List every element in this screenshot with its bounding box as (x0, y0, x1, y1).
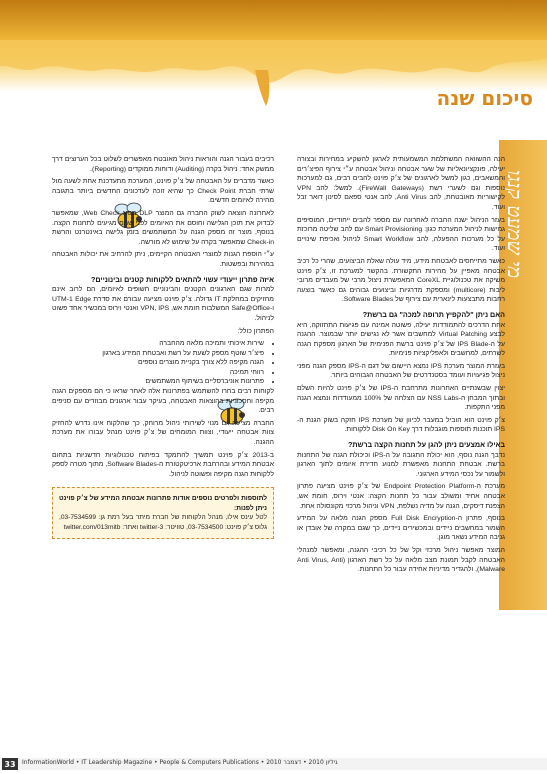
list-item: • פתרונות אוניברסליים בשיתוף המשתמשים (52, 377, 264, 387)
list-item: • פיצ׳ר שוטף מספק לשעת על רשת ואבטחת המידע בארגון (52, 349, 264, 359)
paragraph: כאשר מדברים על האבטחה של צ׳ק פוינט, המערכת מתעדכנת אחת לשעה מול שרתי חברת Check Point כך שהיא זוכה לעדכונים החדשים ביותר בתגובה מהירה לאיומים חדשים. (52, 178, 275, 205)
paragraph: ע״י הוספת הגנות למוצרי האבטחה הקיימים, ניתן להרחיב את יכולות האבטחה במהירות ובפשטות. (52, 251, 274, 268)
footer-text: InformationWorld • IT Leadership Magazine • People & Computers Publications • גיליון 2010 • דצמבר 2010 (22, 759, 338, 766)
article-column-right (297, 155, 505, 735)
contact-box-body: לטל עינס אילו, מנהל הלקוחות של חברת מיתר בעל רמת גן: 03-7534599, גלוס צ׳ק פוינט: 03-7534500, טוויטר: twitter-3 ואתר: twitter.com/013mitb (59, 514, 267, 531)
paragraph: יצוין שבשנתיים האחרונות מתרחבת ה-IPS של צ׳ק פוינט להיות השלם ובתוך המבחן ה-NSS Labs עם הצלחה של 100% ממעודדות ונמצא הגנה מפני התקפות. (297, 385, 506, 412)
list-intro: הפתרון כולל: (237, 327, 274, 335)
paragraph: כאשר מתייחסים לאבטחת מידע, מיד עולה שאלת הביצועים, שהרי כל רכיב אבטחה מאפיין על מהירות התקשורת. בהקשר למערכת זו, צ׳ק פוינט משיקה את טכנולוגיית CoreXL המאפשרת ניצול מרבי של מעבדים מרובי ליבות (multicore) ומספקת מדרגיות וביצועים גבוהים גם כאשר בוצעה רחבות מתבצעות לינארית עם צירוף של Software Blades. (297, 257, 505, 304)
paragraph: המוצר מאפשר ניהול מרכזי וקל של כל רכיבי ההגנה, ומאפשר למנהלי האבטחה לקבל תמונת מצב מלאה על כל רשת הארגון (Anti Virus, Anti Malware), ולהגדיר מדיניות אחידה עבור כל התחנות. (297, 546, 505, 574)
paragraph: החברה מציעה גם מנוי לשירותי ניהול מרוחק, כך שהלקוח אינו נדרש להחזיק צוות אבטחה ייעודי, וצוות המומחים של צ׳ק פוינט מנהל עבורו את מערכת ההגנה. (52, 419, 274, 447)
paragraph: ב-2013 צ׳ק פוינט תמשיך להתמקד בפיתוח טכנולוגיות חדשניות בתחום אבטחת המידע ובהרחבת ארכיטקטורת ה-Software Blades, מתוך מטרה לספק ללקוחות הגנה מקיפה ופשוטה לניהול. (52, 451, 275, 478)
sidebar-title (501, 170, 533, 590)
article-column-left (52, 155, 274, 735)
section-heading: איזה פתרון ייעודי עשוי להתאים ללקוחות קטנים ובינוניים? (91, 274, 274, 284)
bullet-list (52, 339, 274, 387)
paragraph: לאחרונה הוצאה לשוק החברה גם המוצר DLP מסוג Web Check, שמאפשר לבדוק את תוכן הגלישה וחוסם את האיומים לפני שהם מגיעים לתחנות הקצה. בנוסף, מוצר זה מספק הגנה על המשתמשים בזמן גלישה באינטרנט והרשת Check-in שמאפשר בקרה על שימוש לא מורשה. (52, 209, 274, 246)
section-heading: האם ניתן "להקפיץ תרופה למכה" גם ברשת? (362, 309, 505, 319)
paragraph: אחת הדרכים להתמודדות יעילה, פשוטה אמינה עם פגיעות התחזוקה, היא לבצע Virtual Patching למחשבים אשר לא נגישים יותר שבמוצר. ההגנה על ה-IPS Blade של צ׳ק פוינט ברשת הפנימית של הארגון מספקת הגנה לשרתים, למחשבים ולאפליקציות פנימיות. (297, 321, 505, 358)
sidebar-title-text: מי שמעט קנגו (503, 170, 527, 279)
list-item: • שירות איכותי ותמיכה מלאה מהחברה (52, 339, 264, 349)
paragraph: צ׳ק פוינט הוא הוביל במעבר לכיוון של מערכת IPS חזקה בשוק הגנת ה-IPS תוכנות תוספות מוגבלות דרך Disk On Key ללקוחות. (297, 416, 505, 434)
list-item: • רווחי תמיכה (52, 368, 264, 378)
contact-box-title: לתוספות ולפרטים נוספים אודות פתרונות אבטחת המידע של צ׳ק פוינט ניתן לפנות: (59, 495, 267, 512)
paragraph: מערכת ה-Endpoint Protection Platform של צ׳ק פוינט מציעה פתרון אבטחה אחיד ומשולב עבור כל תחנות הקצה: אנטי וירוס, חומת אש, הצפנת דיסקים, הגנה על מדיה נשלפת, VPN וניהול מרכזי מקונסולה אחת. (297, 483, 505, 510)
section-heading: באילו אמצעים ניתן להגן על תחנות הקצה ברשת? (348, 440, 505, 450)
paragraph: נדבך הגנה נוסף, הוא יכולת התגובה על ה-IPS וכיכולת הגנה של התחנות ברשת. אבטחת התחנות מאפשרת למנוע חדירת איומים לתוך הארגון ולשמור על נכסי המידע הארגוני. (297, 451, 505, 478)
paragraph: לקוחות רבים בחרו להשתמש בפתרונות אלה לאחר שראו כי הם מספקים הגנה מקיפה וחסכוניות בהוצאות האבטחה, בעיקר עבור ארגונים מבוזרים עם סניפים רבים. (52, 388, 274, 415)
paragraph: בעזר הניהול ישנה החברה לאחרונה עם מספר להבים ייחודיים, המוסיפים גמישות לניהול המערכת כגון: Smart Provisioning עם להב שליטה מרוכזת על כל מערכות ההפעלה, להב Smart Workflow לניהול ואכיפת שינויים ועוד. (297, 216, 506, 253)
paragraph: רכיבים בעבור הגנה והוראות ניהול מאובטח מאפשרים לשלוט בכל הערוצים דרך ממשק אחד: ניהול בקרה (Auditing) ודוחות ממוקדים (Reporting). (52, 156, 274, 173)
contact-box (52, 487, 274, 539)
list-item: • הגנה מקיפה ללא צורך בקניית מוצרים נוספים (52, 358, 264, 368)
paragraph: למרות שגם הארגונים הקטנים והבינוניים חשופים לאיומים, הם לרוב אינם מחזיקים במחלקת IT גדולה. צ׳ק פוינט מציעה עבורם את סדרת UTM-1 Edge ו-Safe@Office המשלבות חומת אש, VPN, IPS ואנטי וירוס במכשיר אחד פשוט לניהול. (52, 286, 274, 322)
page-title: סיכום שנה (436, 86, 533, 110)
page-number: 33 (2, 758, 18, 770)
paragraph: הנה ההשוואה המשתלמת המשמעותית לארגון להשקיע במחירות ובצורה יעילה, פונקציונאליות של שער אבטחה וניהול אבטחה ע״י צירוף הפיצ׳רים והמשאבים, כגון למשל לארגונים של צ׳ק פוינט להבים רבים, גם למערכות נוספות וגם לשערי רשת (FireWall Gateways). למשל: להב VPN לקישוריות מאובטחת, להב Anti Virus, להב אנטי ספאם לסינון דואר זבל ועוד. (297, 156, 505, 211)
paragraph: בעזרת המוצר מערכת IPS נמצא היישום של דגם ה-IPS מספק הגנה מפני ניצול פגיעויות ועומד בסטנדרטים של האבטחה הגבוהים ביותר. (297, 362, 506, 380)
paragraph: בנוסף, פתרון ה-Full Disk Encryption מספק הגנה מלאה על המידע השמור במחשבים ניידים ובמכשירים ניידים, כך שגם במקרה של אובדן או גניבה המידע נשאר מוגן. (297, 515, 506, 542)
